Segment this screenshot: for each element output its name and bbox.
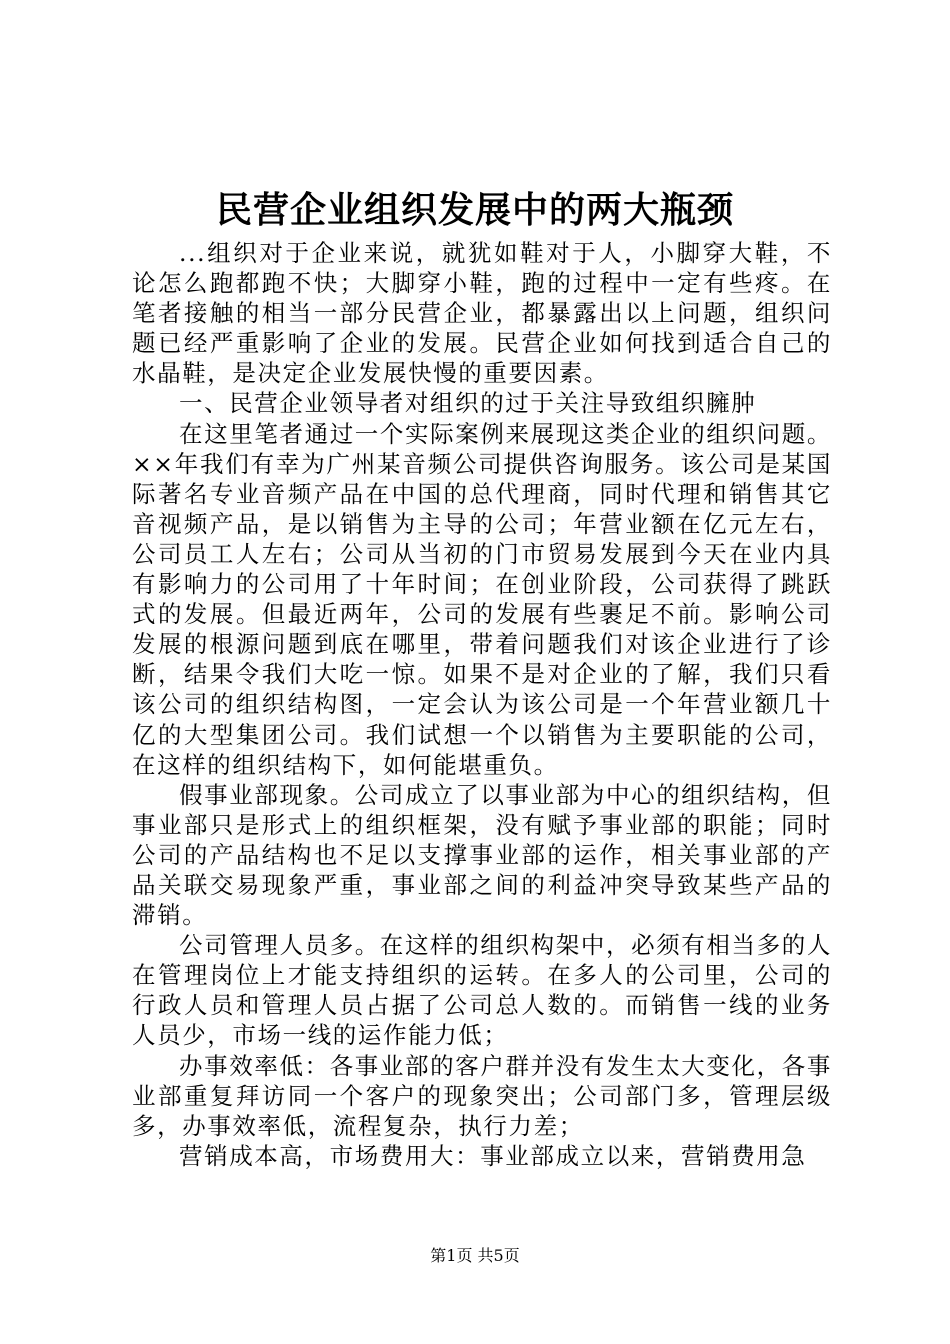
paragraph-management-staff: 公司管理人员多。在这样的组织构架中，必须有相当多的人在管理岗位上才能支持组织的运转。在多人的公司里，公司的行政人员和管理人员占据了公司总人数的。而销售一线的业务人员少，市场一线的运作能力低； [132,931,832,1050]
document-body [132,238,832,1171]
paragraph-fake-division: 假事业部现象。公司成立了以事业部为中心的组织结构，但事业部只是形式上的组织框架，没有赋予事业部的职能；同时公司的产品结构也不足以支撑事业部的运作，相关事业部的产品关联交易现象严重，事业部之间的利益冲突导致某些产品的滞销。 [132,780,832,930]
paragraph-case-study: 在这里笔者通过一个实际案例来展现这类企业的组织问题。××年我们有幸为广州某音频公司提供咨询服务。该公司是某国际著名专业音频产品在中国的总代理商，同时代理和销售其它音视频产品，是以销售为主导的公司；年营业额在亿元左右，公司员工人左右；公司从当初的门市贸易发展到今天在业内具有影响力的公司用了十年时间；在创业阶段，公司获得了跳跃式的发展。但最近两年，公司的发展有些裹足不前。影响公司发展的根源问题到底在哪里，带着问题我们对该企业进行了诊断，结果令我们大吃一惊。如果不是对企业的了解，我们只看该公司的组织结构图，一定会认为该公司是一个年营业额几十亿的大型集团公司。我们试想一个以销售为主要职能的公司，在这样的组织结构下，如何能堪重负。 [132,419,832,779]
paragraph-marketing-cost: 营销成本高，市场费用大：事业部成立以来，营销费用急 [179,1141,807,1170]
page-footer: 第1页 共5页 [430,1246,520,1265]
document-title: 民营企业组织发展中的两大瓶颈 [215,189,734,231]
section-heading: 一、民营企业领导者对组织的过于关注导致组织臃肿 [179,389,757,418]
paragraph-intro: ...组织对于企业来说，就犹如鞋对于人，小脚穿大鞋，不论怎么跑都跑不快；大脚穿小鞋，跑的过程中一定有些疼。在笔者接触的相当一部分民营企业，都暴露出以上问题，组织问题已经严重影响了企业的发展。民营企业如何找到适合自己的水晶鞋，是决定企业发展快慢的重要因素。 [132,239,832,388]
paragraph-low-efficiency: 办事效率低：各事业部的客户群并没有发生太大变化，各事业部重复拜访同一个客户的现象突出；公司部门多，管理层级多，办事效率低，流程复杂，执行力差； [132,1051,832,1140]
